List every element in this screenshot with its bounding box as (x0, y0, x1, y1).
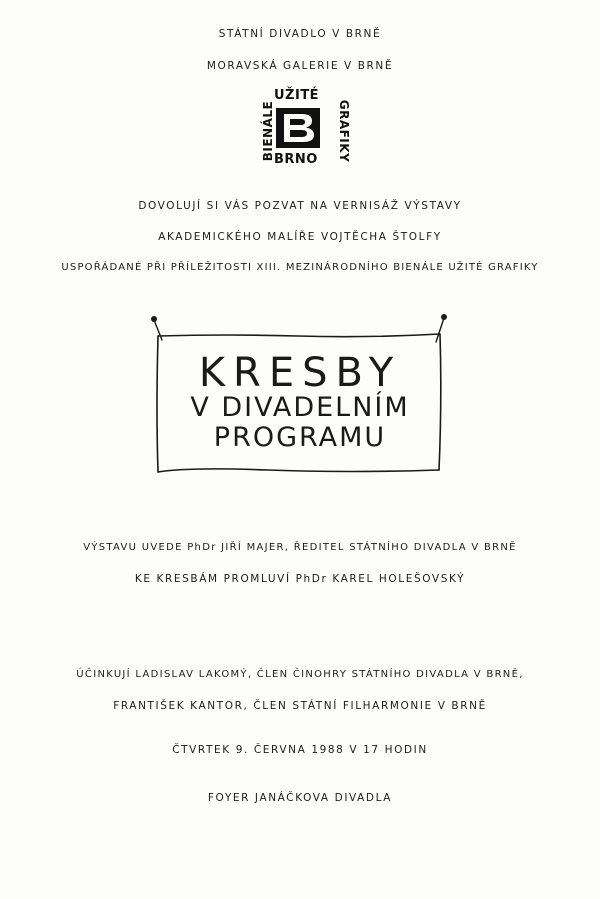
header-line-1: STÁTNÍ DIVADLO V BRNĚ (218, 28, 382, 40)
sign-subtitle-1: V DIVADELNÍM (190, 392, 410, 423)
invitation-line-1: DOVOLUJÍ SI VÁS POZVAT NA VERNISÁŽ VÝSTAVY (138, 200, 462, 212)
bienale-logo (252, 88, 351, 174)
invitation-line-2: AKADEMICKÉHO MALÍŘE VOJTĚCHA ŠTOLFY (158, 231, 442, 243)
sign-subtitle-2: PROGRAMU (213, 422, 387, 453)
program-line-2: KE KRESBÁM PROMLUVÍ PhDr KAREL HOLEŠOVSKÝ (134, 573, 466, 585)
event-venue: FOYER JANÁČKOVA DIVADLA (207, 792, 393, 804)
event-date: ČTVRTEK 9. ČERVNA 1988 V 17 HODIN (172, 744, 428, 756)
logo-text-top: UŽITÉ (274, 88, 320, 103)
logo-text-right: GRAFIKY (337, 99, 351, 163)
program-line-4: FRANTIŠEK KANTOR, ČLEN STÁTNÍ FILHARMONIE V BRNĚ (113, 700, 487, 712)
pin-right-icon (441, 314, 447, 320)
logo-text-left: BIENÁLE (261, 100, 275, 162)
logo-text-bottom: BRNO (274, 152, 318, 167)
hanging-sign (148, 310, 452, 494)
program-line-3: ÚČINKUJÍ LADISLAV LAKOMÝ, ČLEN ČINOHRY STÁTNÍHO DIVADLA V BRNĚ, (76, 669, 524, 680)
header-line-2: MORAVSKÁ GALERIE V BRNĚ (206, 60, 394, 72)
sign-title: KRESBY (198, 350, 402, 396)
invitation-line-3: USPOŘÁDANÉ PŘI PŘÍLEŽITOSTI XIII. MEZINÁRODNÍHO BIENÁLE UŽITÉ GRAFIKY (61, 262, 539, 273)
bienale-b-logo-icon (274, 106, 322, 150)
program-line-1: VÝSTAVU UVEDE PhDr JIŘÍ MAJER, ŘEDITEL STÁTNÍHO DIVADLA V BRNĚ (83, 542, 517, 553)
pin-left-icon (151, 316, 157, 322)
